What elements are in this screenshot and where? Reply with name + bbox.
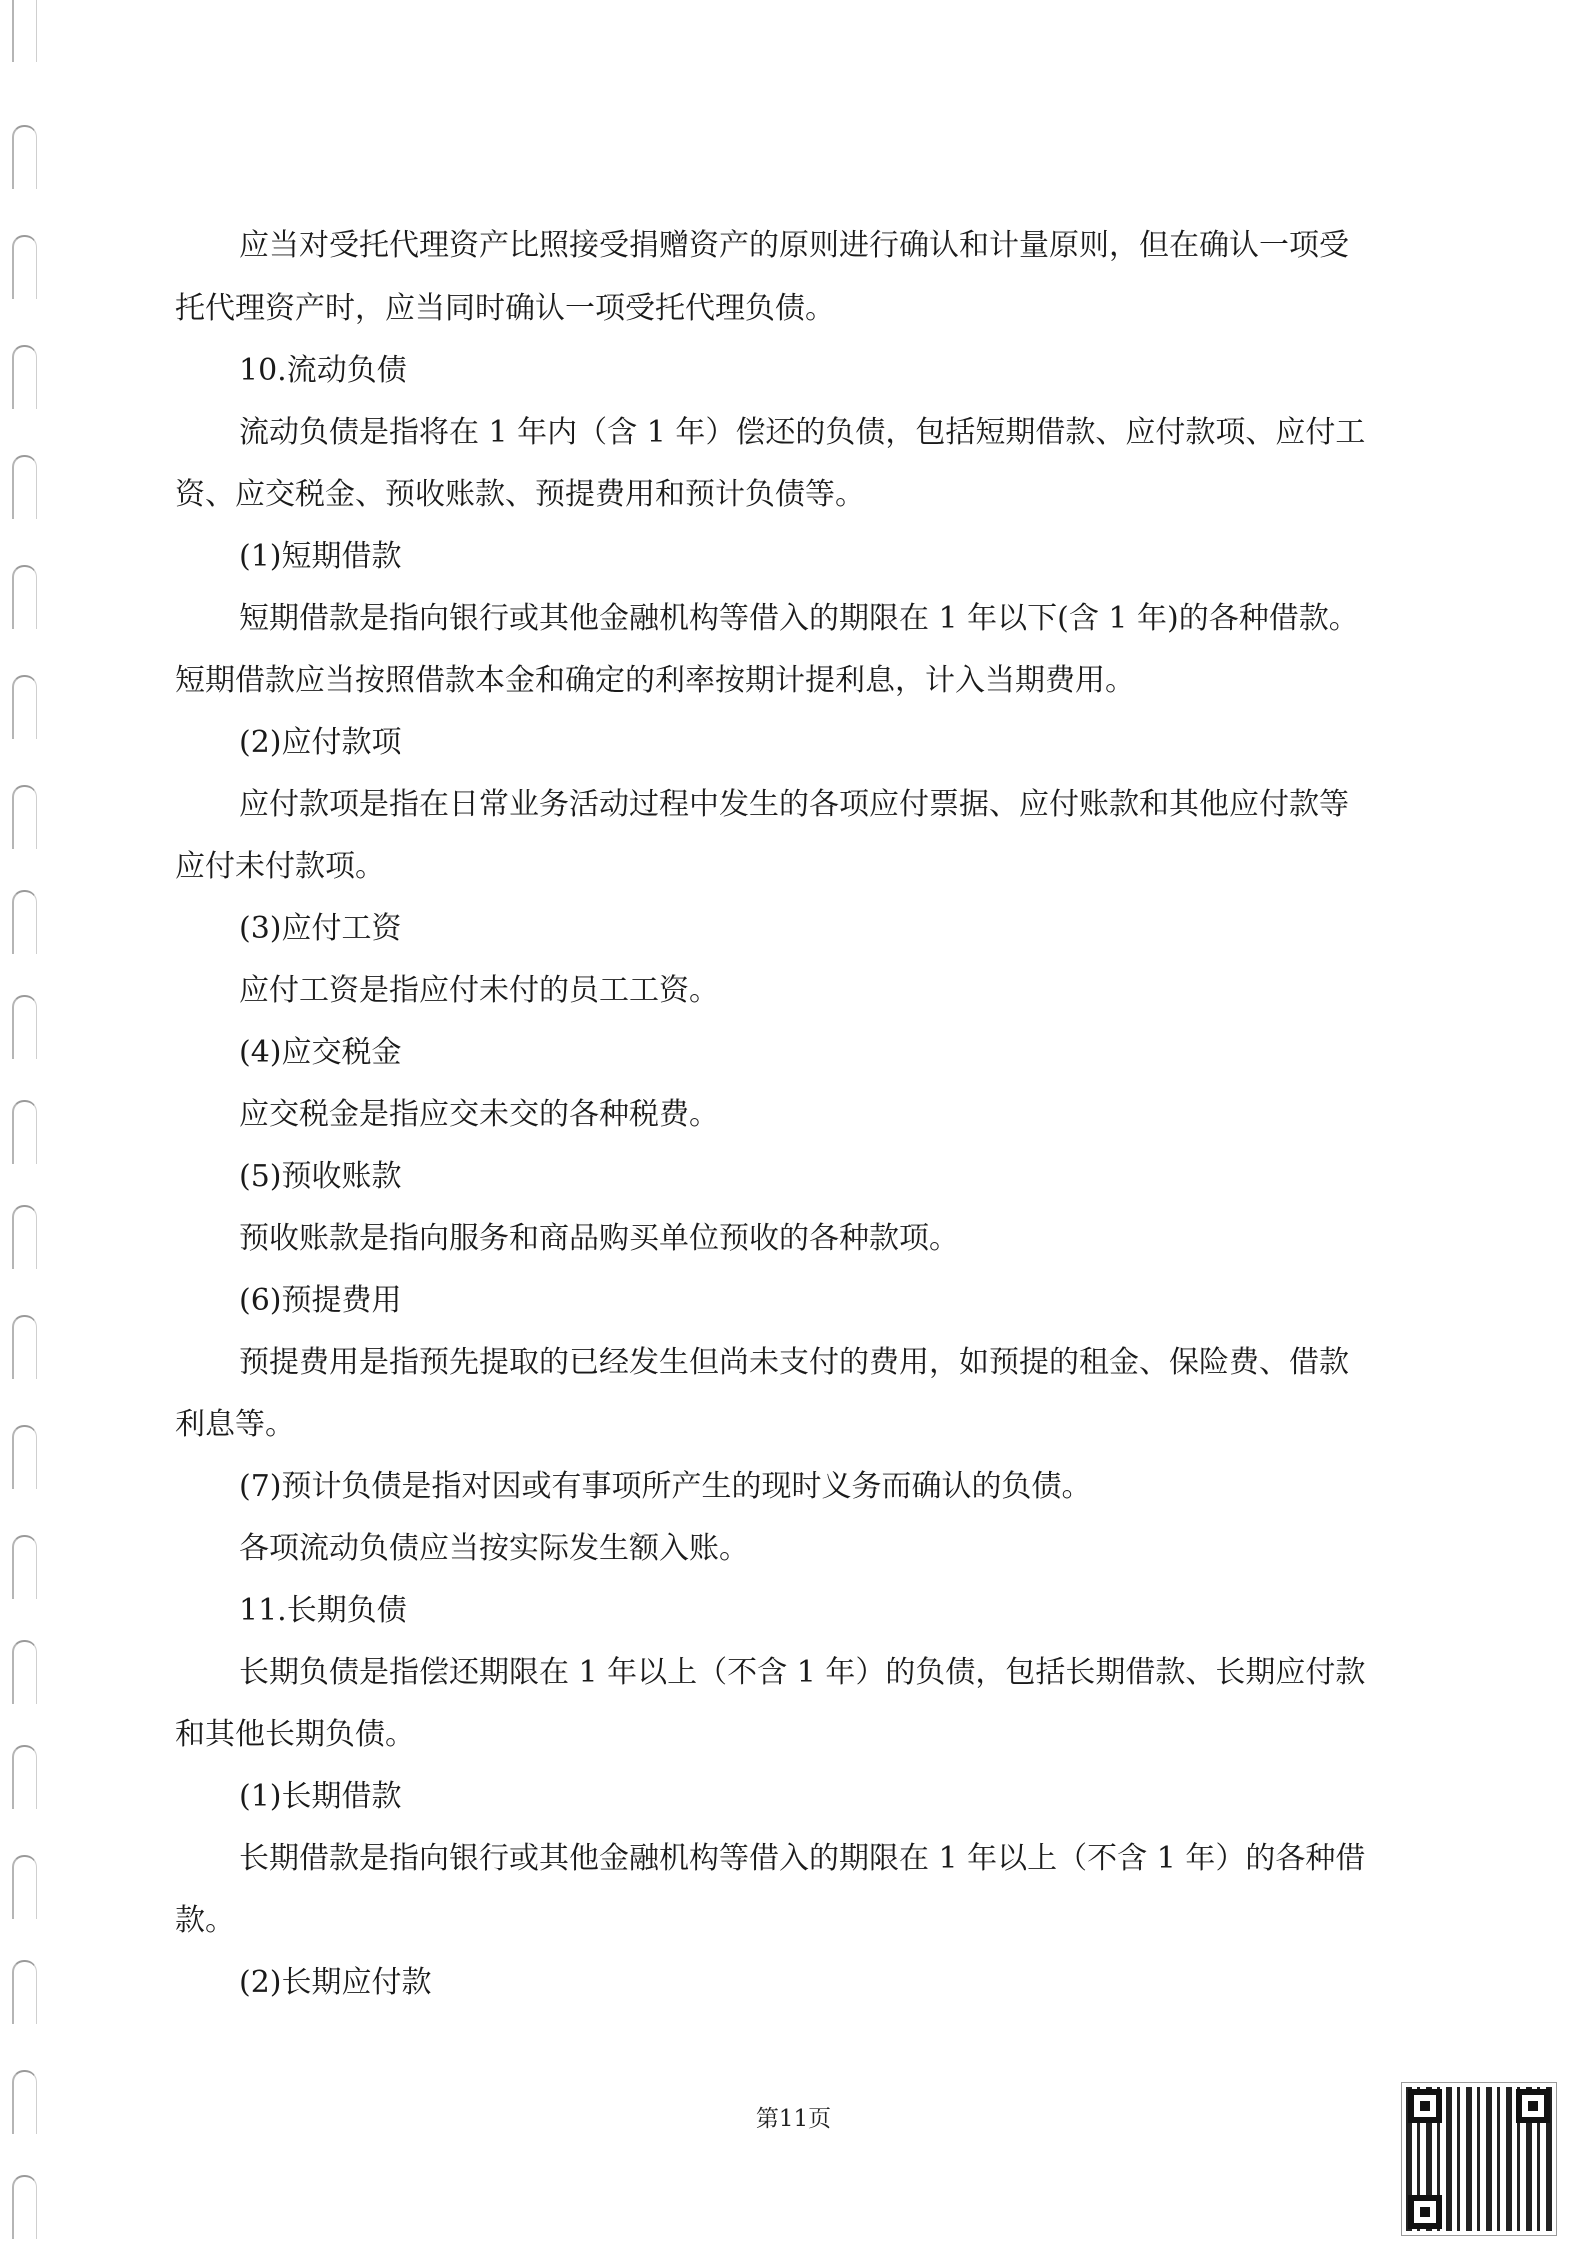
paragraph-line: 利息等。 [175, 1407, 295, 1442]
binding-hole-mark [12, 1535, 37, 1599]
paragraph-line: 应交税金是指应交未交的各种税费。 [239, 1097, 719, 1132]
paragraph-line: 流动负债是指将在 1 年内（含 1 年）偿还的负债，包括短期借款、应付款项、应付工 [239, 415, 1366, 450]
qr-finder-icon [1408, 2089, 1442, 2123]
paragraph-line: 应付工资是指应付未付的员工工资。 [239, 973, 719, 1008]
binding-hole-mark [12, 785, 37, 849]
section-heading: 11.长期负债 [239, 1593, 407, 1628]
qr-code-icon [1402, 2083, 1556, 2235]
binding-hole-mark [12, 1640, 37, 1704]
binding-hole-mark [12, 675, 37, 739]
binding-hole-mark [12, 995, 37, 1059]
paragraph-line: 各项流动负债应当按实际发生额入账。 [239, 1531, 749, 1566]
subsection-heading: (2)应付款项 [239, 725, 402, 760]
paragraph-line: 托代理资产时，应当同时确认一项受托代理负债。 [175, 291, 835, 326]
binding-hole-mark [12, 1205, 37, 1269]
subsection-heading: (4)应交税金 [239, 1035, 402, 1070]
paragraph-line: 预收账款是指向服务和商品购买单位预收的各种款项。 [239, 1221, 959, 1256]
binding-hole-mark [12, 0, 37, 62]
binding-hole-mark [12, 1855, 37, 1919]
qr-finder-icon [1408, 2195, 1442, 2229]
paragraph-line: 应付款项是指在日常业务活动过程中发生的各项应付票据、应付账款和其他应付款等 [239, 787, 1349, 822]
binding-hole-mark [12, 125, 37, 189]
binding-hole-mark [12, 1425, 37, 1489]
binding-hole-mark [12, 1745, 37, 1809]
binding-hole-mark [12, 1315, 37, 1379]
paragraph-line: 短期借款应当按照借款本金和确定的利率按期计提利息，计入当期费用。 [175, 663, 1135, 698]
paragraph-line: 预提费用是指预先提取的已经发生但尚未支付的费用，如预提的租金、保险费、借款 [239, 1345, 1349, 1380]
subsection-heading: (2)长期应付款 [239, 1965, 432, 2000]
binding-hole-mark [12, 2175, 37, 2239]
subsection-heading: (1)短期借款 [239, 539, 402, 574]
paragraph-line: 应当对受托代理资产比照接受捐赠资产的原则进行确认和计量原则，但在确认一项受 [239, 228, 1349, 263]
binding-holes [0, 0, 70, 2244]
paragraph-line: 短期借款是指向银行或其他金融机构等借入的期限在 1 年以下(含 1 年)的各种借款。 [239, 601, 1359, 636]
subsection-heading: (1)长期借款 [239, 1779, 402, 1814]
binding-hole-mark [12, 235, 37, 299]
paragraph-line: 长期借款是指向银行或其他金融机构等借入的期限在 1 年以上（不含 1 年）的各种借 [239, 1841, 1366, 1876]
binding-hole-mark [12, 1960, 37, 2024]
paragraph-line: (7)预计负债是指对因或有事项所产生的现时义务而确认的负债。 [239, 1469, 1092, 1504]
page-number: 第11页 [755, 2106, 832, 2132]
subsection-heading: (5)预收账款 [239, 1159, 402, 1194]
paragraph-line: 款。 [175, 1903, 235, 1938]
binding-hole-mark [12, 890, 37, 954]
section-heading: 10.流动负债 [239, 353, 407, 388]
qr-finder-icon [1516, 2089, 1550, 2123]
binding-hole-mark [12, 1100, 37, 1164]
binding-hole-mark [12, 455, 37, 519]
subsection-heading: (6)预提费用 [239, 1283, 402, 1318]
paragraph-line: 长期负债是指偿还期限在 1 年以上（不含 1 年）的负债，包括长期借款、长期应付款 [239, 1655, 1366, 1690]
paragraph-line: 资、应交税金、预收账款、预提费用和预计负债等。 [175, 477, 865, 512]
binding-hole-mark [12, 565, 37, 629]
subsection-heading: (3)应付工资 [239, 911, 402, 946]
paragraph-line: 和其他长期负债。 [175, 1717, 415, 1752]
paragraph-line: 应付未付款项。 [175, 849, 385, 884]
binding-hole-mark [12, 345, 37, 409]
